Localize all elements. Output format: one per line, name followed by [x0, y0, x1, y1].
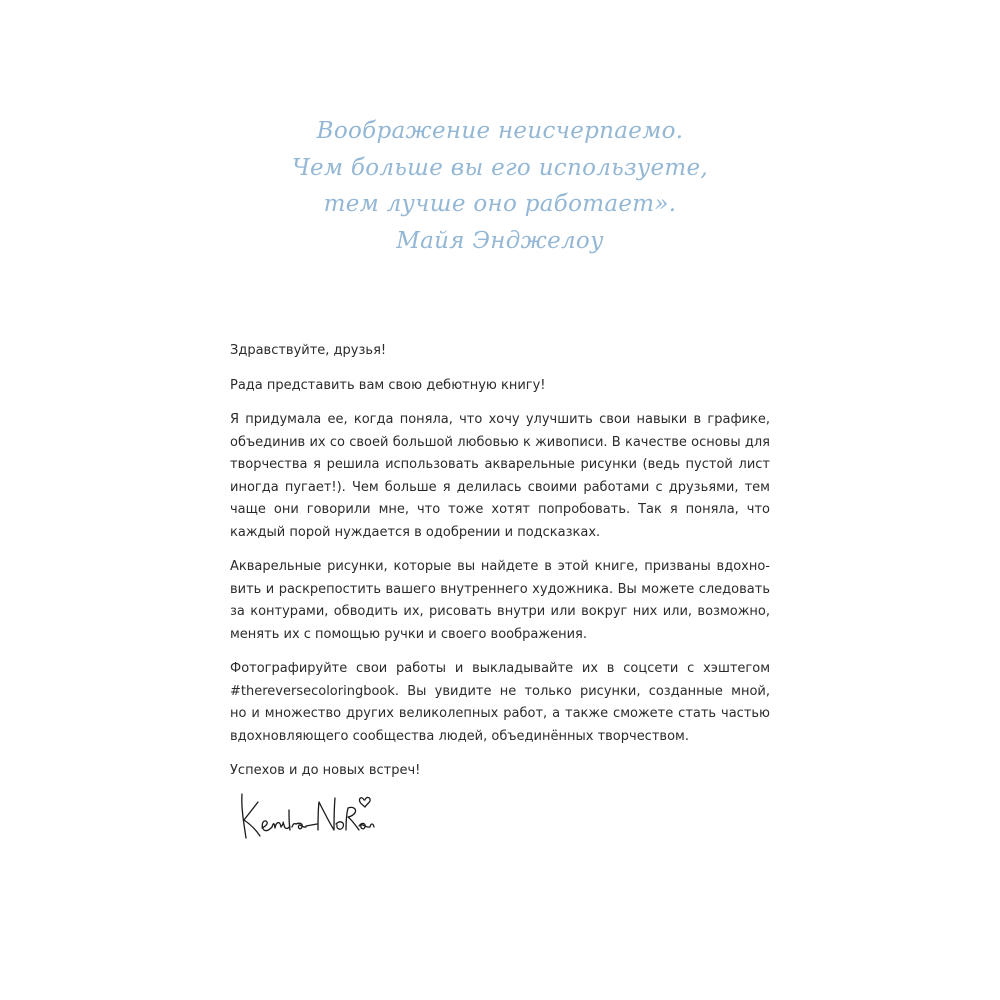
letter-closing: Успехов и до новых встреч!	[230, 763, 421, 778]
paragraph-line: #thereversecoloringbook. Вы увидите не только рисунки, созданные мной,	[230, 683, 770, 699]
quote-line: Воображение неисчерпаемо.	[316, 118, 684, 144]
handwritten-signature	[232, 780, 382, 850]
paragraph-line: чаще они говорили мне, что тоже хотят попробовать. Так я поняла, что	[230, 502, 770, 517]
letter-greeting: Здравствуйте, друзья!	[230, 343, 387, 358]
paragraph-line: вить и раскрепостить вашего внутреннего художника. Вы можете следовать	[230, 581, 770, 597]
paragraph-line: за контурами, обводить их, рисовать внутри или вокруг них или, возможно,	[230, 604, 770, 619]
paragraph-line: объединив их со своей большой любовью к живописи. В качестве основы для	[230, 434, 770, 450]
paragraph-line: Я придумала ее, когда поняла, что хочу улучшить свои навыки в графике,	[230, 412, 770, 427]
paragraph-line: творчества я решила использовать акварельные рисунки (ведь пустой лист	[230, 457, 770, 472]
paragraph-line: вдохновляющего сообщества людей, объединённых творчеством.	[230, 728, 689, 744]
letter-intro: Рада представить вам свою дебютную книгу!	[230, 377, 546, 393]
letter-body	[230, 340, 770, 795]
quote-line: тем лучше оно работает».	[323, 191, 677, 217]
quote-author: Майя Энджелоу	[396, 227, 604, 254]
letter-paragraph-1	[230, 409, 770, 544]
paragraph-line: иногда пугает!). Чем больше я делилась своими работами с друзьями, тем	[230, 479, 770, 495]
paragraph-line: Акварельные рисунки, которые вы найдете в этой книге, призваны вдохно-	[230, 559, 770, 574]
letter-paragraph-2	[230, 556, 770, 646]
quote-line: Чем больше вы его используете,	[291, 154, 709, 181]
paragraph-line: Фотографируйте свои работы и выкладывайте их в соцсети с хэштегом	[230, 661, 770, 676]
epigraph-quote	[250, 113, 750, 259]
paragraph-line: но и множество других великолепных работ, а также сможете стать частью	[230, 706, 770, 721]
letter-paragraph-3	[230, 658, 770, 748]
paragraph-line: каждый порой нуждается в одобрении и подсказках.	[230, 524, 601, 540]
paragraph-line: менять их с помощью ручки и своего воображения.	[230, 626, 587, 642]
